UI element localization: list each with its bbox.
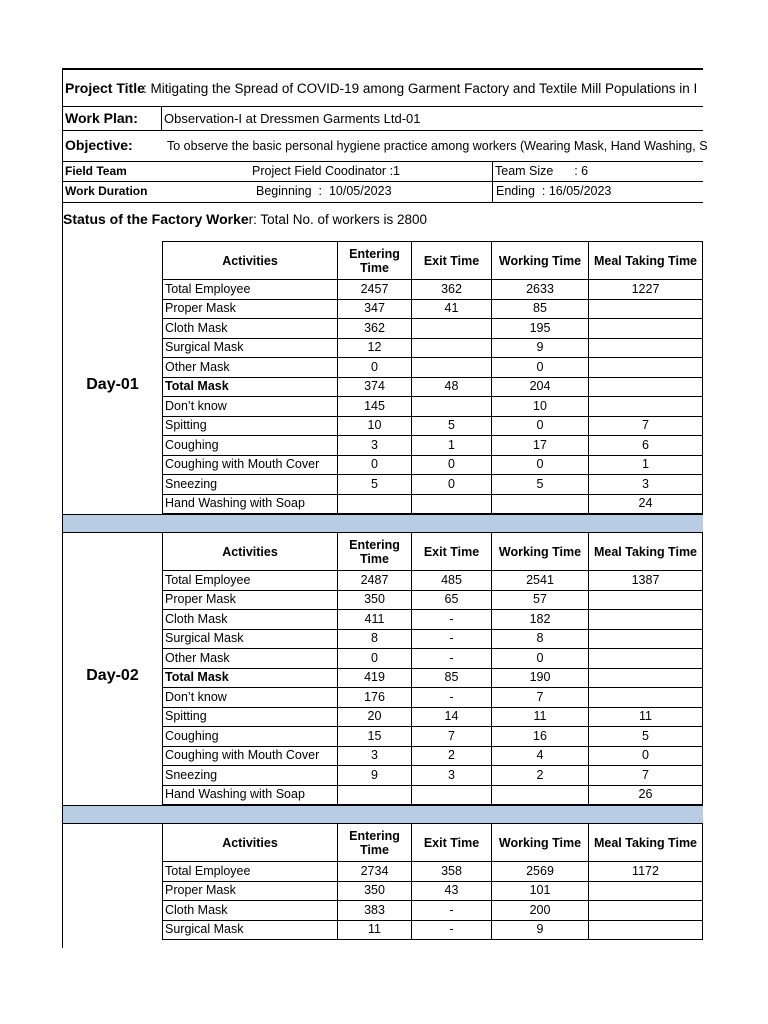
table-row xyxy=(163,377,703,397)
value-cell: 1227 xyxy=(589,280,703,300)
activity-cell: Don’t know xyxy=(163,688,338,708)
value-cell: 1172 xyxy=(589,862,703,882)
day-separator-band xyxy=(63,805,703,824)
value-cell: 2457 xyxy=(338,280,412,300)
activity-cell: Coughing with Mouth Cover xyxy=(163,455,338,475)
value-cell xyxy=(589,299,703,319)
work-plan-label: Work Plan: xyxy=(65,110,138,126)
table-row xyxy=(163,436,703,456)
table-row xyxy=(163,727,703,747)
value-cell: 5 xyxy=(492,475,589,495)
value-cell: 57 xyxy=(492,590,589,610)
value-cell: - xyxy=(412,920,492,940)
value-cell: 7 xyxy=(589,416,703,436)
table-row xyxy=(163,920,703,940)
project-title-row xyxy=(63,70,703,107)
activity-cell: Coughing with Mouth Cover xyxy=(163,746,338,766)
activity-table xyxy=(162,532,703,805)
value-cell xyxy=(412,397,492,417)
value-cell: - xyxy=(412,688,492,708)
value-cell xyxy=(412,319,492,339)
value-cell xyxy=(412,785,492,805)
table-row xyxy=(163,707,703,727)
value-cell: 65 xyxy=(412,590,492,610)
value-cell: 1387 xyxy=(589,571,703,591)
table-row xyxy=(163,319,703,339)
value-cell: 358 xyxy=(412,862,492,882)
table-row xyxy=(163,299,703,319)
activity-cell: Cloth Mask xyxy=(163,610,338,630)
activity-cell: Hand Washing with Soap xyxy=(163,785,338,805)
column-header: Working Time xyxy=(492,824,589,862)
col-divider xyxy=(161,107,162,131)
value-cell: 176 xyxy=(338,688,412,708)
beginning-value: Beginning : 10/05/2023 xyxy=(256,184,392,198)
value-cell: 350 xyxy=(338,590,412,610)
value-cell: 195 xyxy=(492,319,589,339)
activity-cell: Don’t know xyxy=(163,397,338,417)
value-cell: 3 xyxy=(338,746,412,766)
value-cell: 2541 xyxy=(492,571,589,591)
column-header: Working Time xyxy=(492,533,589,571)
value-cell: 2 xyxy=(412,746,492,766)
objective-value: To observe the basic personal hygiene practice among workers (Wearing Mask, Hand Washing, S xyxy=(167,139,708,153)
value-cell: 48 xyxy=(412,377,492,397)
value-cell: 0 xyxy=(589,746,703,766)
value-cell: 26 xyxy=(589,785,703,805)
field-team-row xyxy=(63,162,703,182)
value-cell: 0 xyxy=(338,649,412,669)
value-cell xyxy=(412,358,492,378)
day-label: Day-01 xyxy=(86,375,139,393)
value-cell xyxy=(338,785,412,805)
value-cell xyxy=(412,494,492,514)
value-cell: 2633 xyxy=(492,280,589,300)
value-cell xyxy=(589,590,703,610)
day-separator-band xyxy=(63,514,703,533)
value-cell: 0 xyxy=(412,455,492,475)
value-cell: 8 xyxy=(492,629,589,649)
value-cell: - xyxy=(412,649,492,669)
activity-cell: Other Mask xyxy=(163,649,338,669)
value-cell xyxy=(589,668,703,688)
value-cell: 190 xyxy=(492,668,589,688)
value-cell: 2487 xyxy=(338,571,412,591)
value-cell: 182 xyxy=(492,610,589,630)
activity-cell: Surgical Mask xyxy=(163,338,338,358)
status-row xyxy=(63,211,427,229)
table-row xyxy=(163,668,703,688)
column-header: Meal Taking Time xyxy=(589,242,703,280)
value-cell xyxy=(589,358,703,378)
value-cell: 411 xyxy=(338,610,412,630)
value-cell: 7 xyxy=(492,688,589,708)
column-header: Entering Time xyxy=(338,533,412,571)
table-row xyxy=(163,610,703,630)
column-header: Meal Taking Time xyxy=(589,533,703,571)
column-header: Activities xyxy=(163,533,338,571)
work-plan-row xyxy=(63,107,703,131)
table-row xyxy=(163,746,703,766)
table-header-row xyxy=(163,824,703,862)
column-header: Entering Time xyxy=(338,824,412,862)
column-header: Activities xyxy=(163,824,338,862)
value-cell: 41 xyxy=(412,299,492,319)
table-row xyxy=(163,862,703,882)
value-cell: 2734 xyxy=(338,862,412,882)
work-duration-label: Work Duration xyxy=(65,184,148,198)
activity-table xyxy=(162,823,703,940)
project-title-value: : Mitigating the Spread of COVID-19 among Garment Factory and Textile Mill Populations in I xyxy=(143,81,698,96)
activity-cell: Proper Mask xyxy=(163,881,338,901)
value-cell: 4 xyxy=(492,746,589,766)
table-row xyxy=(163,688,703,708)
activity-cell: Coughing xyxy=(163,436,338,456)
activity-cell: Sneezing xyxy=(163,475,338,495)
value-cell: 145 xyxy=(338,397,412,417)
table-row xyxy=(163,629,703,649)
table-row xyxy=(163,649,703,669)
value-cell: 9 xyxy=(492,920,589,940)
value-cell: 10 xyxy=(338,416,412,436)
value-cell: 85 xyxy=(492,299,589,319)
activity-cell: Proper Mask xyxy=(163,299,338,319)
activity-cell: Cloth Mask xyxy=(163,901,338,921)
table-row xyxy=(163,280,703,300)
activity-cell: Surgical Mask xyxy=(163,629,338,649)
value-cell: - xyxy=(412,901,492,921)
value-cell xyxy=(412,338,492,358)
value-cell: 0 xyxy=(338,358,412,378)
activity-cell: Surgical Mask xyxy=(163,920,338,940)
work-plan-value: Observation-I at Dressmen Garments Ltd-01 xyxy=(164,111,421,126)
table-row xyxy=(163,494,703,514)
value-cell: 362 xyxy=(338,319,412,339)
value-cell: 20 xyxy=(338,707,412,727)
value-cell: 3 xyxy=(589,475,703,495)
value-cell: 11 xyxy=(589,707,703,727)
table-header-row xyxy=(163,242,703,280)
value-cell: 24 xyxy=(589,494,703,514)
value-cell: 85 xyxy=(412,668,492,688)
value-cell xyxy=(492,785,589,805)
value-cell: 7 xyxy=(589,766,703,786)
value-cell: 10 xyxy=(492,397,589,417)
activity-cell: Sneezing xyxy=(163,766,338,786)
value-cell: 0 xyxy=(338,455,412,475)
value-cell: 204 xyxy=(492,377,589,397)
value-cell xyxy=(338,494,412,514)
value-cell: 6 xyxy=(589,436,703,456)
column-header: Exit Time xyxy=(412,242,492,280)
activity-cell: Total Mask xyxy=(163,377,338,397)
field-team-value: Project Field Coodinator :1 xyxy=(252,164,400,178)
value-cell: 5 xyxy=(338,475,412,495)
table-row xyxy=(163,590,703,610)
ending-value: Ending : 16/05/2023 xyxy=(496,184,612,198)
activity-cell: Coughing xyxy=(163,727,338,747)
value-cell xyxy=(589,881,703,901)
activity-cell: Hand Washing with Soap xyxy=(163,494,338,514)
col-divider xyxy=(492,162,493,182)
column-header: Exit Time xyxy=(412,824,492,862)
table-row xyxy=(163,397,703,417)
table-row xyxy=(163,901,703,921)
value-cell: 9 xyxy=(338,766,412,786)
value-cell xyxy=(589,920,703,940)
value-cell: 0 xyxy=(492,649,589,669)
value-cell: 9 xyxy=(492,338,589,358)
value-cell: 2569 xyxy=(492,862,589,882)
value-cell: 362 xyxy=(412,280,492,300)
value-cell: 0 xyxy=(492,455,589,475)
value-cell: 5 xyxy=(412,416,492,436)
value-cell: 374 xyxy=(338,377,412,397)
value-cell xyxy=(589,629,703,649)
table-row xyxy=(163,766,703,786)
value-cell: 8 xyxy=(338,629,412,649)
table-row xyxy=(163,881,703,901)
column-header: Activities xyxy=(163,242,338,280)
column-header: Meal Taking Time xyxy=(589,824,703,862)
activity-cell: Cloth Mask xyxy=(163,319,338,339)
table-row xyxy=(163,785,703,805)
activity-cell: Other Mask xyxy=(163,358,338,378)
value-cell: 1 xyxy=(412,436,492,456)
table-header-row xyxy=(163,533,703,571)
activity-table xyxy=(162,241,703,514)
value-cell: - xyxy=(412,610,492,630)
table-row xyxy=(163,475,703,495)
col-divider xyxy=(492,182,493,203)
value-cell xyxy=(589,649,703,669)
value-cell: 16 xyxy=(492,727,589,747)
work-duration-row xyxy=(63,182,703,203)
value-cell: 485 xyxy=(412,571,492,591)
value-cell xyxy=(589,901,703,921)
project-title-label: Project Title xyxy=(65,80,145,96)
day-label: Day-02 xyxy=(86,666,139,684)
activity-cell: Total Employee xyxy=(163,280,338,300)
value-cell: 14 xyxy=(412,707,492,727)
objective-row xyxy=(63,131,708,162)
table-row xyxy=(163,358,703,378)
value-cell: 0 xyxy=(492,358,589,378)
column-header: Working Time xyxy=(492,242,589,280)
activity-cell: Spitting xyxy=(163,707,338,727)
value-cell: 350 xyxy=(338,881,412,901)
activity-cell: Total Mask xyxy=(163,668,338,688)
value-cell: 0 xyxy=(492,416,589,436)
value-cell: 3 xyxy=(412,766,492,786)
table-row xyxy=(163,571,703,591)
value-cell: 17 xyxy=(492,436,589,456)
value-cell: 1 xyxy=(589,455,703,475)
value-cell: 347 xyxy=(338,299,412,319)
activity-cell: Total Employee xyxy=(163,571,338,591)
value-cell xyxy=(589,397,703,417)
activity-cell: Spitting xyxy=(163,416,338,436)
value-cell: 2 xyxy=(492,766,589,786)
value-cell: 383 xyxy=(338,901,412,921)
value-cell: - xyxy=(412,629,492,649)
value-cell: 5 xyxy=(589,727,703,747)
table-row xyxy=(163,455,703,475)
value-cell xyxy=(589,338,703,358)
value-cell: 11 xyxy=(338,920,412,940)
value-cell: 15 xyxy=(338,727,412,747)
team-size-value: Team Size : 6 xyxy=(495,164,589,178)
value-cell: 200 xyxy=(492,901,589,921)
column-header: Exit Time xyxy=(412,533,492,571)
value-cell xyxy=(589,610,703,630)
column-header: Entering Time xyxy=(338,242,412,280)
value-cell: 0 xyxy=(412,475,492,495)
table-row xyxy=(163,338,703,358)
activity-cell: Proper Mask xyxy=(163,590,338,610)
value-cell xyxy=(589,377,703,397)
value-cell: 43 xyxy=(412,881,492,901)
value-cell: 419 xyxy=(338,668,412,688)
status-value: r: Total No. of workers is 2800 xyxy=(248,212,427,227)
objective-label: Objective: xyxy=(65,137,133,153)
value-cell: 12 xyxy=(338,338,412,358)
value-cell xyxy=(589,688,703,708)
activity-cell: Total Employee xyxy=(163,862,338,882)
value-cell xyxy=(492,494,589,514)
value-cell: 7 xyxy=(412,727,492,747)
field-team-label: Field Team xyxy=(65,164,127,178)
table-row xyxy=(163,416,703,436)
value-cell: 3 xyxy=(338,436,412,456)
value-cell: 101 xyxy=(492,881,589,901)
value-cell xyxy=(589,319,703,339)
status-label: Status of the Factory Worke xyxy=(63,211,249,227)
value-cell: 11 xyxy=(492,707,589,727)
